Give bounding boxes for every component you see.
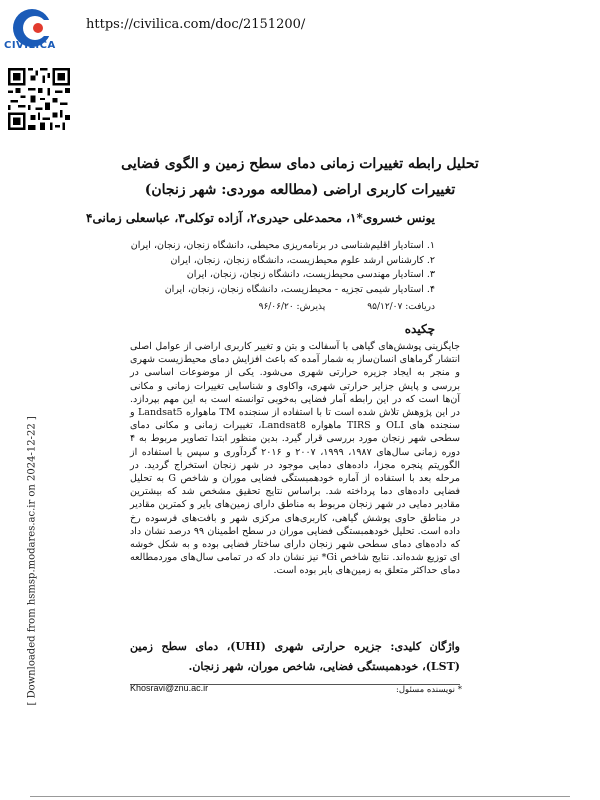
qr-code-icon xyxy=(8,68,70,130)
affiliation-item: ۳. استادیار مهندسی محیط‌زیست، دانشگاه زنجان، زنجان، ایران xyxy=(186,269,435,280)
paper-title-line-1: تحلیل رابطه تغییرات زمانی دمای سطح زمین و الگوی فضایی xyxy=(121,156,479,172)
authors: یونس خسروی*۱، محمدعلی حیدری۲، آزاده توکلی۳، عباسعلی زمانی۴ xyxy=(86,211,435,225)
keywords: واژگان کلیدی: جزیره حرارتی شهری (UHI)، دمای سطح زمین (LST)، خودهمبستگی فضایی، شاخص موران، شهر زنجان. xyxy=(130,640,460,673)
affiliation-item: ۲. کارشناس ارشد علوم محیط‌زیست، دانشگاه زنجان، زنجان، ایران xyxy=(170,254,435,266)
submission-dates xyxy=(175,302,435,312)
corresponding-author-label: * نویسنده مسئول: xyxy=(396,685,462,695)
affiliation-item: ۱. استادیار اقلیم‌شناسی در برنامه‌ریزی محیطی، دانشگاه زنجان، زنجان، ایران xyxy=(130,240,435,251)
accepted-date: پذیرش: ۹۶/۰۶/۲۰ xyxy=(258,302,326,312)
paper-title-line-2: تغییرات کاربری اراضی (مطالعه موردی: شهر زنجان) xyxy=(144,182,456,198)
abstract-text: جایگزینی پوشش‌های گیاهی با آسفالت و بتن و تغییر کاربری اراضی از عوامل اصلی انتشار گرماهای انسان‌ساز به شمار آمده که باعث افزایش دمای محیط‌زیست شهری و منجر به ایجاد جزیره حرارتی شهری می‌شود. یکی از موضوعات اساسی در بررسی و پایش جزایر حرارتی شهری، واکاوی و شناسایی تغییرات زمانی و مکانی آن‌ها است که در این رابطه آمار فضایی به‌خوبی توانسته است به این مهم بپردازد. در این پژوهش تلاش شده است تا با استفاده از سنجنده TM ماهواره Landsat5 و سنجنده های OLI و TIRS ماهواره Landsat8، تغییرات زمانی و مکانی دمای سطحی شهر زنجان مورد بررسی قرار گیرد. بدین منظور ابتدا تصاویر مربوط به ۴ دوره زمانی سال‌های ۱۹۸۷، ۱۹۹۹، ۲۰۰۷ و ۲۰۱۶ گردآوری و سپس با استفاده از الگوریتم پنجره مجزا، داده‌های دمایی موجود در شهر زنجان استخراج گردید. در مرحله بعد با استفاده از آماره خودهمبستگی فضایی موران و شاخص G به تحلیل فضایی داده‌های دما پرداخته شد. براساس نتایج تحقیق مشخص شد که بیشترین مقادیر دمایی در شهر زنجان مربوط به مناطق دارای زمین‌های بایر و کمترین مقادیر در مناطق حاوی پوشش گیاهی، کاربری‌های مرکزی شهر و بافت‌های فرسوده رخ داده است. تحلیل خودهمبستگی فضایی موران در سطح اطمینان ۹۹ درصد نشان داد که داده‌های دمای سطحی شهر زنجان دارای ساختار فضایی بوده و به شکل خوشه ای توزیع شده‌اند. نتایج شاخص Gi* نیز نشان داد که در تمامی سال‌های موردمطالعه دمای حداکثر متعلق به زمین‌های بایر بوده است. xyxy=(130,341,460,577)
page-bottom-divider xyxy=(30,796,570,797)
document-url[interactable]: https://civilica.com/doc/2151200/ xyxy=(86,17,306,32)
corresponding-email[interactable]: Khosravi@znu.ac.ir xyxy=(130,683,209,693)
abstract-heading: چکیده xyxy=(404,322,435,336)
download-side-note: [ Downloaded from hsmsp.modares.ac.ir on 2024-12-22 ] xyxy=(26,416,38,706)
affiliation-item: ۴. استادیار شیمی تجزیه - محیط‌زیست، دانشگاه زنجان، زنجان، ایران xyxy=(164,283,435,295)
received-date: دریافت: ۹۵/۱۲/۰۷ xyxy=(367,302,435,312)
logo-text: CIVILICA xyxy=(4,40,56,51)
affiliations-list xyxy=(130,240,435,298)
